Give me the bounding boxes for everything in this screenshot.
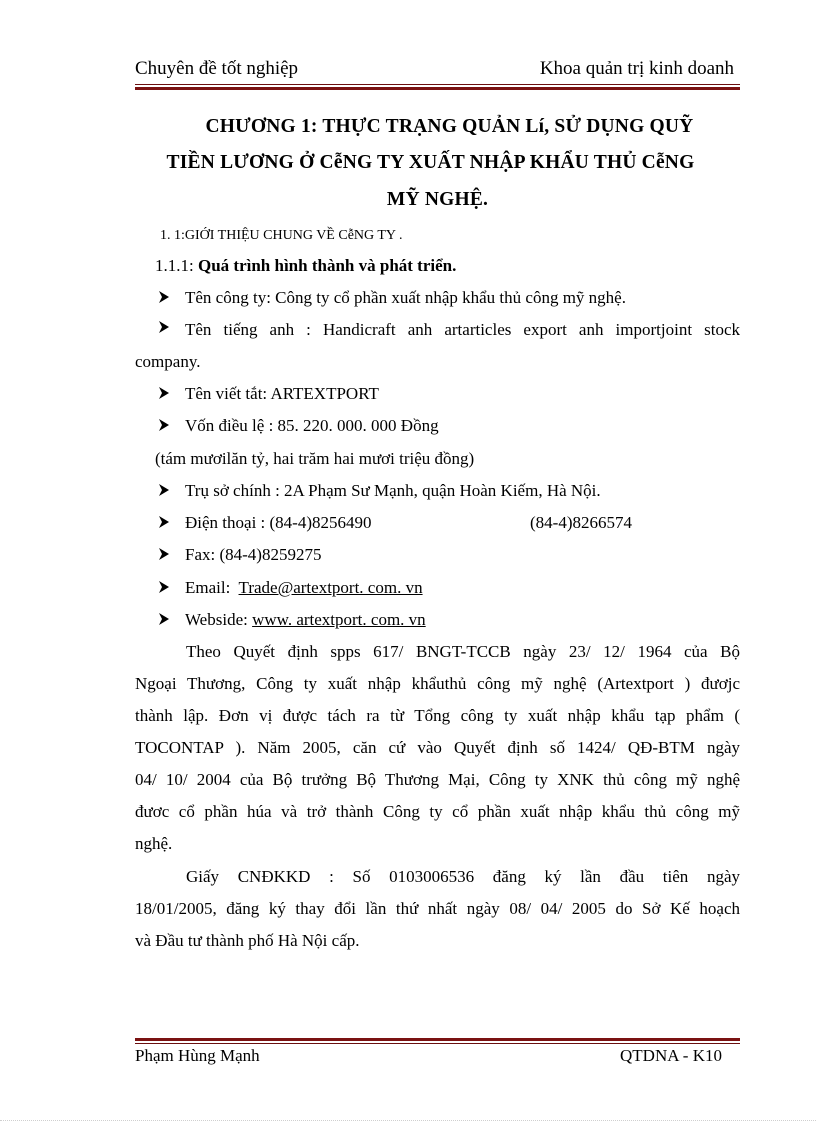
capital-in-words: (tám mươilăn tỷ, hai trăm hai mươi triệu đồng) xyxy=(155,449,475,468)
header-left: Chuyên đề tốt nghiệp xyxy=(135,58,299,79)
subsection-number: 1.1.1: xyxy=(155,256,194,275)
website-link[interactable]: www. artextport. com. vn xyxy=(252,610,426,629)
arrow-bullet-icon xyxy=(157,418,171,432)
page-header xyxy=(135,58,740,82)
paragraph-1-line: đươc cổ phần húa và trở thành Công ty cổ phần xuất nhập khẩu thủ công mỹ xyxy=(135,802,740,821)
arrow-bullet-icon xyxy=(157,580,171,594)
footer-author: Phạm Hùng Mạnh xyxy=(135,1046,260,1065)
bullet-short-name: Tên viết tắt: ARTEXTPORT xyxy=(157,384,379,404)
chapter-title-line-1: CHƯƠNG 1: THỰC TRẠNG QUẢN Lí, SỬ DỤNG QUỸ xyxy=(205,116,694,137)
paragraph-2-line: và Đầu tư thành phố Hà Nội cấp. xyxy=(135,931,360,950)
paragraph-1-line: nghệ. xyxy=(135,834,173,853)
chapter-title-line-2: TIỀN LƯƠNG Ở CễNG TY XUẤT NHẬP KHẨU THỦ CễNG xyxy=(166,152,695,173)
footer-rule-thin xyxy=(135,1043,740,1044)
chapter-title-line-3: MỸ NGHỆ. xyxy=(386,189,489,210)
arrow-bullet-icon xyxy=(157,612,171,626)
paragraph-2-line: 18/01/2005, đăng ký thay đổi lần thứ nhất ngày 08/ 04/ 2005 do Sở Kế hoạch xyxy=(135,899,740,918)
arrow-bullet-icon xyxy=(157,483,171,497)
subsection-title: Quá trình hình thành và phát triển. xyxy=(197,256,457,275)
phone-secondary: (84-4)8266574 xyxy=(530,513,632,532)
email-link[interactable]: Trade@artextport. com. vn xyxy=(238,578,423,597)
arrow-bullet-icon xyxy=(157,515,171,529)
bullet-website: Webside: www. artextport. com. vn xyxy=(157,610,426,630)
paragraph-1-line: TOCONTAP ). Năm 2005, căn cứ vào Quyết định số 1424/ QĐ-BTM ngày xyxy=(135,738,740,757)
bullet-phone: Điện thoại : (84-4)8256490 xyxy=(157,513,372,533)
header-right: Khoa quản trị kinh doanh xyxy=(539,58,734,79)
bullet-email: Email: Trade@artextport. com. vn xyxy=(157,578,423,598)
paragraph-1-line: 04/ 10/ 2004 của Bộ trưởng Bộ Thương Mại, Công ty XNK thủ công mỹ nghệ xyxy=(135,770,740,789)
arrow-bullet-icon xyxy=(157,547,171,561)
bullet-company-name: Tên công ty: Công ty cổ phần xuất nhập khẩu thủ công mỹ nghệ. xyxy=(157,288,626,308)
arrow-bullet-icon xyxy=(157,386,171,400)
bullet-capital: Vốn điều lệ : 85. 220. 000. 000 Đồng xyxy=(157,416,439,436)
footer-rule-thick xyxy=(135,1038,740,1041)
bullet-fax: Fax: (84-4)8259275 xyxy=(157,545,321,565)
bullet-english-name: Tên tiếng anh : Handicraft anh artarticles export anh importjoint stock xyxy=(157,320,740,340)
subsection-heading xyxy=(155,256,456,276)
page-edge-divider xyxy=(0,1120,816,1121)
section-heading: 1. 1:GIỚI THIỆU CHUNG VỀ CễNG TY . xyxy=(160,228,403,243)
paragraph-1-line: Theo Quyết định spps 617/ BNGT-TCCB ngày 23/ 12/ 1964 của Bộ xyxy=(186,642,740,661)
arrow-bullet-icon xyxy=(157,320,171,334)
bullet-head-office: Trụ sở chính : 2A Phạm Sư Mạnh, quận Hoàn Kiếm, Hà Nội. xyxy=(157,481,601,501)
arrow-bullet-icon xyxy=(157,290,171,304)
paragraph-1-line: Ngoại Thương, Công ty xuất nhập khẩuthủ công mỹ nghệ (Artextport ) đươjc xyxy=(135,674,740,693)
footer-class: QTDNA - K10 xyxy=(620,1046,722,1065)
header-rule-thin xyxy=(135,84,740,85)
paragraph-2-line: Giấy CNĐKKD : Số 0103006536 đăng ký lần đầu tiên ngày xyxy=(186,867,740,886)
paragraph-1-line: thành lập. Đơn vị được tách ra từ Tổng công ty xuất nhập khẩu tạp phẩm ( xyxy=(135,706,740,725)
header-rule-thick xyxy=(135,87,740,90)
english-name-continued: company. xyxy=(135,352,201,371)
